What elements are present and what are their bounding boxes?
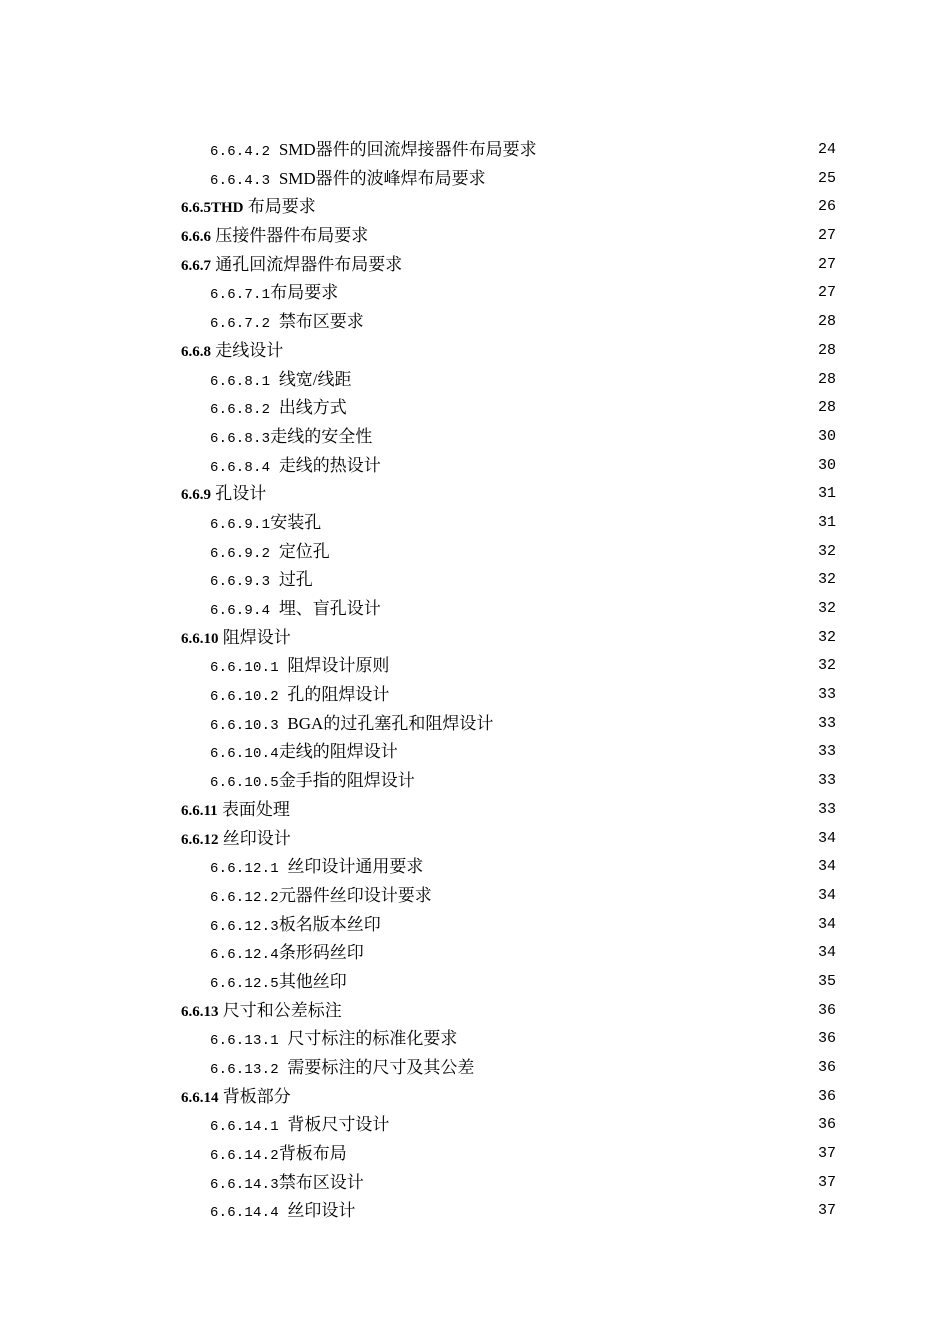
toc-entry-text: 定位孔: [278, 541, 330, 561]
toc-entry[interactable]: [181, 423, 836, 452]
toc-entry-text: 禁布区要求: [278, 312, 364, 332]
toc-entry-title: [181, 710, 493, 741]
toc-entry-title: [181, 1197, 355, 1228]
toc-entry-title: [181, 997, 342, 1027]
toc-entry-number: 6.6.10: [181, 630, 219, 647]
toc-entry-text: 走线的阻焊设计: [278, 742, 398, 762]
toc-entry-page-number: 27: [817, 284, 836, 302]
toc-entry-title: [181, 595, 381, 626]
toc-entry-title: [181, 939, 364, 970]
toc-entry[interactable]: [181, 968, 836, 997]
toc-entry-title: [181, 911, 381, 942]
toc-entry-text: 安装孔: [270, 512, 322, 532]
toc-entry-title: [181, 1169, 364, 1200]
toc-entry-number: 6.6.10.4: [210, 746, 279, 763]
toc-entry-number: 6.6.12.3: [210, 918, 279, 935]
toc-entry-page-number: 33: [817, 686, 836, 704]
toc-entry[interactable]: [181, 710, 836, 739]
toc-entry-text: 出线方式: [278, 398, 347, 418]
toc-entry-page-number: 34: [817, 858, 836, 876]
toc-entry-text: BGA的过孔塞孔和阻焊设计: [287, 713, 494, 733]
toc-entry-number: 6.6.14.4: [210, 1205, 288, 1222]
toc-entry-number: 6.6.12.5: [210, 975, 279, 992]
toc-entry-title: [181, 308, 364, 339]
toc-entry-page-number: 33: [817, 743, 836, 761]
toc-entry-title: [181, 738, 398, 769]
toc-entry-title: [181, 825, 291, 855]
toc-entry[interactable]: [181, 767, 836, 796]
toc-entry-page-number: 32: [817, 657, 836, 675]
toc-entry-number: 6.6.9.3: [210, 574, 279, 591]
toc-entry-number: 6.6.14: [181, 1089, 219, 1106]
toc-entry-title: [181, 1025, 457, 1056]
toc-entry-page-number: 28: [817, 399, 836, 417]
toc-entry[interactable]: [181, 1054, 836, 1083]
toc-entry-page-number: 26: [817, 198, 836, 216]
toc-entry[interactable]: [181, 279, 836, 308]
toc-entry-text: 埋、盲孔设计: [278, 599, 381, 618]
toc-entry-text: 压接件器件布局要求: [211, 226, 369, 246]
toc-entry-title: [181, 165, 486, 196]
toc-entry-page-number: 28: [817, 370, 836, 388]
toc-entry-page-number: 27: [817, 255, 836, 273]
toc-entry-title: [181, 193, 316, 223]
toc-entry-text: 条形码丝印: [278, 943, 364, 963]
toc-entry-text: 需要标注的尺寸及其公差: [287, 1058, 475, 1077]
toc-entry-title: [181, 853, 423, 884]
toc-entry-page-number: 36: [817, 1059, 836, 1076]
toc-entry-number: 6.6.4.2: [210, 144, 279, 160]
toc-entry[interactable]: [181, 337, 836, 366]
toc-entry-page-number: 30: [817, 427, 836, 445]
toc-entry-text: 金手指的阻焊设计: [278, 771, 415, 791]
toc-entry-page-number: 31: [817, 485, 836, 503]
toc-entry[interactable]: [181, 911, 836, 940]
toc-entry-title: [181, 652, 389, 683]
toc-entry-number: 6.6.12.1: [210, 861, 288, 878]
toc-entry-number: 6.6.9: [181, 487, 211, 504]
toc-entry-number: 6.6.13: [181, 1003, 219, 1020]
toc-entry-page-number: 32: [817, 628, 836, 646]
toc-entry-text: 背板部分: [218, 1086, 291, 1106]
toc-entry[interactable]: [181, 136, 836, 165]
toc-entry[interactable]: [181, 566, 836, 595]
toc-entry-page-number: 28: [817, 313, 836, 331]
toc-entry[interactable]: [181, 509, 836, 538]
toc-entry-page-number: 36: [817, 1001, 836, 1019]
toc-entry-title: [181, 480, 266, 510]
toc-entry-number: 6.6.10.2: [210, 689, 288, 706]
toc-entry[interactable]: [181, 939, 836, 968]
toc-entry-text: 其他丝印: [278, 971, 347, 991]
toc-entry-number: 6.6.14.1: [210, 1119, 288, 1136]
toc-entry-text: SMD器件的回流焊接器件布局要求: [278, 140, 537, 159]
toc-entry-title: [181, 624, 291, 654]
toc-entry-text: 板名版本丝印: [278, 914, 381, 934]
toc-entry-number: 6.6.7.1: [210, 287, 271, 304]
toc-entry[interactable]: [181, 882, 836, 911]
toc-entry-page-number: 27: [817, 227, 836, 245]
toc-entry-page-number: 34: [817, 944, 836, 962]
toc-entry-text: 过孔: [278, 570, 313, 590]
toc-entry-text: 丝印设计通用要求: [287, 857, 424, 877]
toc-entry-title: [181, 1083, 291, 1113]
toc-entry-text: 尺寸标注的标准化要求: [287, 1029, 458, 1049]
toc-entry-page-number: 35: [817, 972, 836, 990]
toc-entry[interactable]: [181, 738, 836, 767]
toc-entry-number: 6.6.6: [181, 229, 211, 246]
toc-entry-page-number: 34: [817, 886, 836, 904]
toc-entry-text: 通孔回流焊器件布局要求: [211, 254, 403, 274]
toc-entry-title: [181, 1140, 347, 1171]
toc-entry-title: [181, 767, 415, 798]
toc-entry-title: [181, 681, 389, 712]
toc-entry[interactable]: [181, 1140, 836, 1169]
toc-entry-number: 6.6.13.1: [210, 1033, 288, 1050]
toc-entry-text: 布局要求: [270, 283, 339, 303]
toc-entry-page-number: 32: [817, 600, 836, 617]
toc-entry-number: 6.6.10.5: [210, 775, 279, 792]
toc-entry[interactable]: [181, 796, 836, 825]
toc-entry[interactable]: [181, 394, 836, 423]
toc-entry-number: 6.6.8: [181, 343, 211, 360]
toc-entry-number: 6.6.12.4: [210, 947, 279, 964]
toc-entry[interactable]: [181, 452, 836, 481]
toc-entry-title: [181, 968, 347, 999]
toc-entry-number: 6.6.13.2: [210, 1062, 288, 1078]
toc-entry-page-number: 36: [817, 1030, 836, 1048]
toc-entry-number: 6.6.14.2: [210, 1148, 279, 1165]
toc-entry-title: [181, 452, 381, 483]
toc-entry-page-number: 30: [817, 456, 836, 474]
toc-entry-title: [181, 279, 338, 310]
toc-entry-number: 6.6.8.3: [210, 430, 271, 447]
toc-entry-page-number: 37: [817, 1173, 836, 1191]
toc-entry-title: [181, 423, 372, 454]
toc-entry[interactable]: [181, 652, 836, 681]
toc-entry[interactable]: [181, 1025, 836, 1054]
toc-entry-text: 表面处理: [217, 799, 290, 819]
toc-entry-title: [181, 222, 368, 252]
toc-entry-page-number: 25: [817, 169, 836, 187]
toc-entry-number: 6.6.5THD: [181, 200, 244, 217]
toc-entry[interactable]: [181, 1169, 836, 1198]
toc-entry-page-number: 34: [817, 829, 836, 847]
toc-entry-page-number: 24: [817, 141, 836, 158]
toc-entry[interactable]: [181, 1197, 836, 1226]
toc-entry[interactable]: [181, 1083, 836, 1112]
toc-entry-text: 禁布区设计: [278, 1172, 364, 1192]
toc-entry-number: 6.6.9.2: [210, 545, 279, 562]
toc-entry-title: [181, 509, 321, 540]
toc-entry-number: 6.6.12.2: [210, 889, 279, 906]
toc-entry-text: 背板尺寸设计: [287, 1115, 390, 1135]
toc-entry-page-number: 33: [817, 714, 836, 732]
toc-entry-text: 布局要求: [243, 197, 316, 217]
toc-entry[interactable]: [181, 853, 836, 882]
toc-entry-page-number: 32: [817, 542, 836, 560]
toc-entry-number: 6.6.8.1: [210, 373, 279, 390]
toc-entry-text: 孔的阻焊设计: [287, 685, 390, 705]
toc-entry-number: 6.6.10.1: [210, 660, 288, 677]
toc-entry-page-number: 36: [817, 1087, 836, 1105]
toc-entry-title: [181, 366, 352, 397]
toc-entry-text: 走线的热设计: [278, 455, 381, 475]
toc-entry[interactable]: [181, 193, 836, 222]
toc-entry-page-number: 28: [817, 341, 836, 359]
toc-entry-title: [181, 1054, 474, 1085]
toc-entry[interactable]: [181, 825, 836, 854]
toc-entry-page-number: 33: [817, 772, 836, 790]
toc-entry[interactable]: [181, 165, 836, 194]
toc-entry-title: [181, 337, 283, 367]
toc-entry-number: 6.6.9.1: [210, 516, 271, 533]
toc-entry-title: [181, 394, 347, 425]
toc-entry[interactable]: [181, 251, 836, 280]
toc-entry-number: 6.6.9.4: [210, 603, 279, 619]
toc-entry-title: [181, 251, 402, 281]
toc-entry[interactable]: [181, 1111, 836, 1140]
toc-entry-text: SMD器件的波峰焊布局要求: [278, 168, 486, 188]
toc-entry[interactable]: [181, 538, 836, 567]
toc-entry-number: 6.6.7.2: [210, 316, 279, 333]
toc-entry-text: 背板布局: [278, 1144, 347, 1164]
toc-entry-number: 6.6.8.4: [210, 459, 279, 476]
toc-entry-page-number: 34: [817, 915, 836, 933]
toc-entry[interactable]: [181, 624, 836, 653]
toc-entry-text: 元器件丝印设计要求: [278, 885, 432, 905]
toc-entry[interactable]: [181, 222, 836, 251]
toc-entry-page-number: 37: [817, 1202, 836, 1220]
toc-entry[interactable]: [181, 681, 836, 710]
toc-entry-text: 孔设计: [211, 484, 267, 504]
toc-entry-text: 丝印设计: [218, 828, 291, 848]
toc-entry-text: 尺寸和公差标注: [218, 1000, 342, 1020]
toc-entry-title: [181, 882, 432, 913]
toc-entry-number: 6.6.4.3: [210, 172, 279, 189]
toc-entry-text: 线宽/线距: [278, 369, 352, 389]
toc-entry-text: 阻焊设计: [218, 627, 291, 647]
toc-entry-number: 6.6.10.3: [210, 717, 288, 734]
toc-entry-title: [181, 1111, 389, 1142]
toc-entry-text: 阻焊设计原则: [287, 656, 390, 676]
toc-entry-number: 6.6.11: [181, 802, 218, 819]
toc-entry[interactable]: [181, 480, 836, 509]
toc-entry-title: [181, 136, 537, 167]
toc-entry-page-number: 31: [817, 513, 836, 531]
toc-entry-number: 6.6.12: [181, 831, 219, 848]
toc-entry-number: 6.6.8.2: [210, 402, 279, 419]
toc-entry-title: [181, 538, 330, 569]
toc-entry-page-number: 32: [817, 571, 836, 589]
toc-entry-page-number: 36: [817, 1116, 836, 1134]
toc-entry[interactable]: [181, 997, 836, 1026]
toc-entry-page-number: 37: [817, 1145, 836, 1163]
toc-entry-text: 走线的安全性: [270, 426, 373, 446]
toc-entry-number: 6.6.14.3: [210, 1176, 279, 1193]
toc-entry-number: 6.6.7: [181, 257, 211, 274]
toc-entry-text: 走线设计: [211, 340, 284, 360]
table-of-contents: [181, 136, 836, 1226]
toc-entry[interactable]: [181, 366, 836, 395]
toc-entry-page-number: 33: [817, 800, 836, 818]
toc-entry[interactable]: [181, 308, 836, 337]
toc-entry[interactable]: [181, 595, 836, 624]
toc-entry-title: [181, 566, 313, 597]
toc-entry-title: [181, 796, 290, 826]
toc-entry-text: 丝印设计: [287, 1201, 356, 1221]
